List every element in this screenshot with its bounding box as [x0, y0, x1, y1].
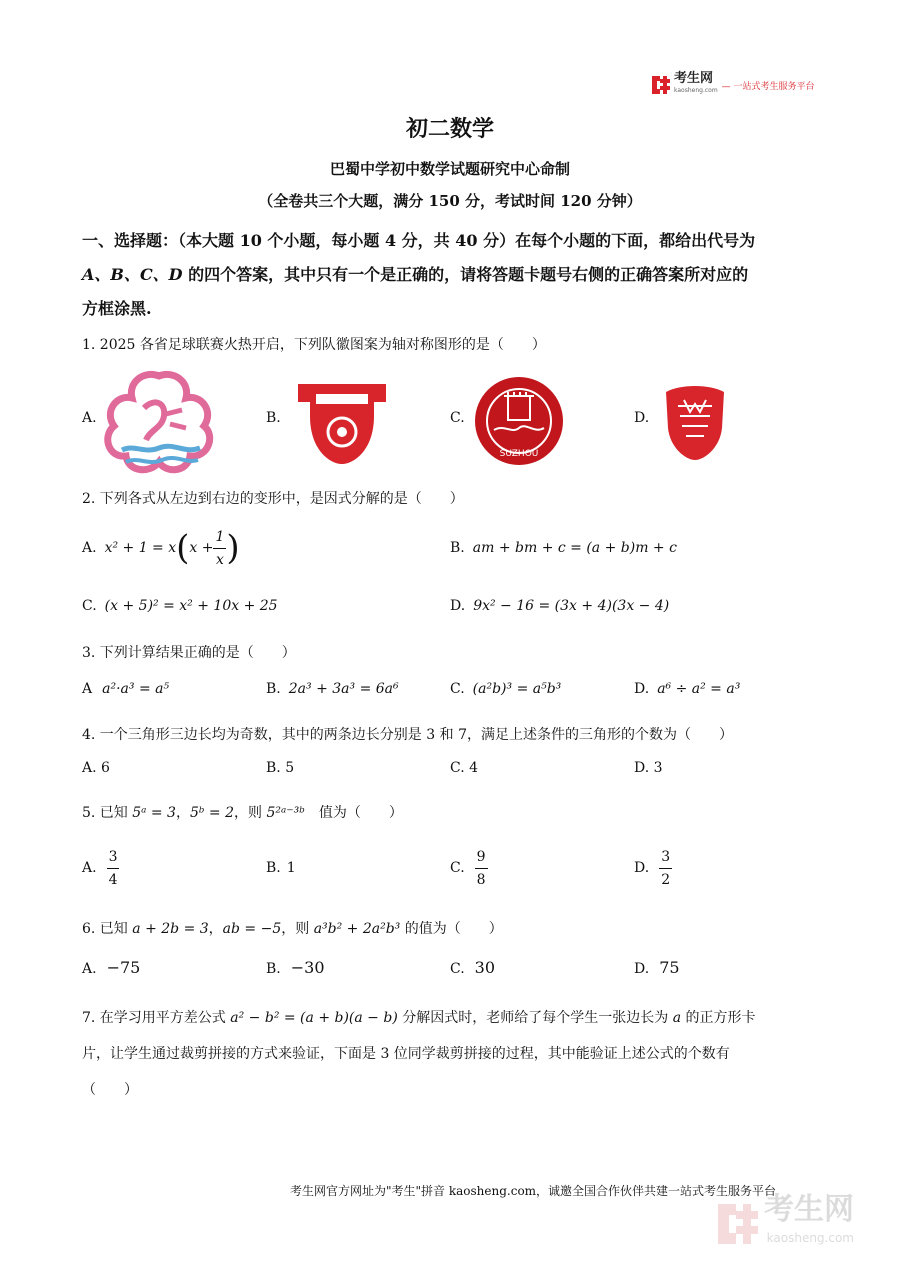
- q3-option-b: B. 2a³ + 3a³ = 6a⁶: [266, 681, 399, 697]
- q4-option-c: C. 4: [450, 760, 479, 776]
- kaosheng-logo-icon: [652, 76, 670, 94]
- q1-badge-b-icon: [294, 380, 390, 466]
- q2-a-fraction: $\frac{1}{x}$: [213, 526, 226, 571]
- q2-stem: 2. 下列各式从左边到右边的变形中，是因式分解的是（ ）: [82, 491, 464, 507]
- q6-option-d: D. 75: [634, 958, 680, 977]
- q3-option-c: C. (a²b)³ = a⁵b³: [450, 681, 562, 697]
- logo-domain: kaosheng.com: [674, 87, 718, 94]
- logo-name: 考生网: [674, 71, 714, 86]
- q2-option-a: A. x² + 1 = x ( x + $\frac{1}{x}$ ): [82, 526, 240, 570]
- q1-stem: 1. 2025 各省足球联赛火热开启，下列队徽图案为轴对称图形的是（ ）: [82, 337, 546, 353]
- q6-option-b: B. −30: [266, 958, 325, 977]
- q4-option-d: D. 3: [634, 760, 663, 776]
- q2-option-c: C. (x + 5)² = x² + 10x + 25: [82, 598, 278, 614]
- q1-label-d: D.: [634, 410, 650, 426]
- q5-option-b: B. 1: [266, 860, 296, 876]
- section-line-2: A、B、C、D 的四个答案，其中只有一个是正确的，请将答题卡题号右侧的正确答案所对应的: [82, 265, 749, 284]
- page-title: 初二数学: [405, 116, 494, 142]
- q5-option-a: A. $\frac{3}{4}$: [82, 846, 119, 890]
- q7-line-2: 片，让学生通过裁剪拼接的方式来验证，下面是 3 位同学裁剪拼接的过程，其中能验证上述公式的个数有: [82, 1046, 730, 1062]
- q5-option-c: C. $\frac{9}{8}$: [450, 846, 488, 890]
- footer-text: 考生网官方网址为"考生"拼音 kaosheng.com，诚邀全国合作伙伴共建一站式考生服务平台: [290, 1184, 777, 1198]
- exam-note: （全卷共三个大题，满分 150 分，考试时间 120 分钟）: [258, 192, 642, 210]
- logo-text: [674, 73, 718, 97]
- header-slogan: — 一站式考生服务平台: [721, 81, 815, 92]
- q4-stem: 4. 一个三角形三边长均为奇数，其中的两条边长分别是 3 和 7，满足上述条件的三角形的个数为（ ）: [82, 727, 733, 743]
- q1-badge-c-text: SUZHOU: [499, 449, 539, 459]
- watermark-logo-icon: [718, 1204, 758, 1244]
- section-line-3: 方框涂黑.: [82, 299, 152, 318]
- section-heading: [82, 224, 822, 326]
- q1-badge-d-icon: [660, 382, 730, 462]
- watermark-text: 考生网 kaosheng.com: [764, 1192, 854, 1245]
- q6-stem: 6. 已知 a + 2b = 3，ab = −5，则 a³b² + 2a²b³ 的值为（ ）: [82, 921, 503, 937]
- section-line-1: 一、选择题：（本大题 10 个小题，每小题 4 分，共 40 分）在每个小题的下面，都给出代号为: [82, 231, 756, 250]
- q5-stem: 5. 已知 5ᵃ = 3，5ᵇ = 2，则 5²ᵃ⁻³ᵇ 值为（ ）: [82, 805, 403, 821]
- q2-option-d: D. 9x² − 16 = (3x + 4)(3x − 4): [450, 598, 670, 614]
- q1-label-a: A.: [82, 410, 97, 426]
- q1-badge-c-icon: [474, 376, 564, 466]
- q7-line-1: 7. 在学习用平方差公式 a² − b² = (a + b)(a − b) 分解因式时，老师给了每个学生一张边长为 a 的正方形卡: [82, 1010, 756, 1026]
- q3-option-d: D. a⁶ ÷ a² = a³: [634, 681, 741, 697]
- q6-option-a: A. −75: [82, 958, 141, 977]
- q7-stem: [82, 1000, 822, 1108]
- q3-stem: 3. 下列计算结果正确的是（ ）: [82, 645, 296, 661]
- q1-label-b: B.: [266, 410, 281, 426]
- q1-label-c: C.: [450, 410, 465, 426]
- q7-line-3: （ ）: [82, 1082, 138, 1098]
- q5-option-d: D. $\frac{3}{2}$: [634, 846, 672, 890]
- q4-option-b: B. 5: [266, 760, 295, 776]
- q4-option-a: A. 6: [82, 760, 110, 776]
- q2-option-b: B. am + bm + c = (a + b)m + c: [450, 540, 677, 556]
- q6-option-c: C. 30: [450, 958, 496, 977]
- watermark: [718, 1192, 854, 1252]
- page-subtitle: 巴蜀中学初中数学试题研究中心命制: [329, 160, 570, 178]
- q1-badge-a-icon: [104, 368, 214, 474]
- q3-option-a: A a²·a³ = a⁵: [82, 681, 170, 697]
- header-logo: [652, 71, 815, 96]
